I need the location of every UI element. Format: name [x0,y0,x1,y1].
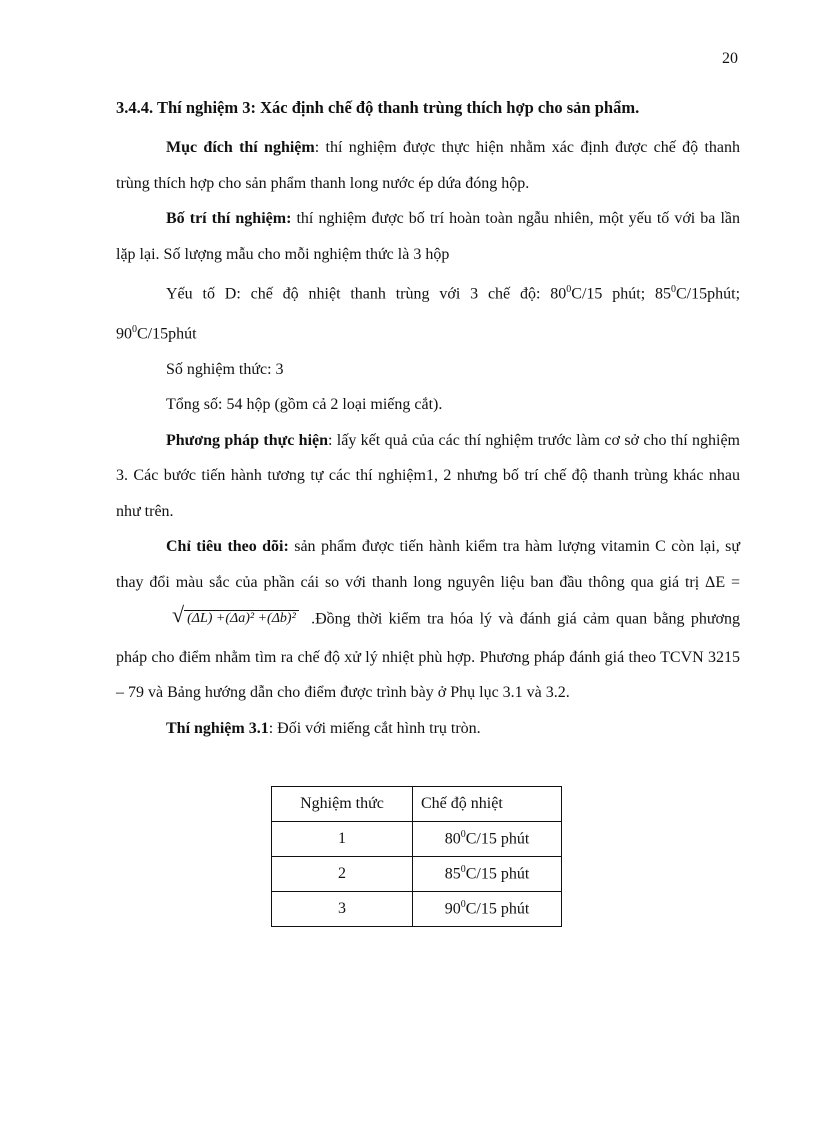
section-heading: 3.4.4. Thí nghiệm 3: Xác định chế độ thanh trùng thích hợp cho sản phẩm. [116,98,640,117]
experiment-3-1-label: Thí nghiệm 3.1 [166,719,269,737]
layout-label: Bố trí thí nghiệm: [166,210,292,227]
method-text: : lấy kết quả của các thí nghiệm trước làm cơ sở cho thí nghiệm 3. Các bước tiến hành tương tự các thí nghiệm1, 2 nhưng bố trí chế độ thanh trùng khác nhau như trên. [116,431,741,520]
table-row [272,857,562,892]
table-header: Chế độ nhiệt [413,787,562,822]
table-row [272,822,562,857]
degree-sup: 0 [671,284,676,295]
temp-rest: C/15 phút [465,830,530,848]
temp-rest: C/15 phút [465,900,530,918]
degree-sup: 0 [132,323,137,335]
delta-e-formula [122,597,299,637]
temp-value: 80 [444,830,461,848]
sqrt-icon: √ [172,602,185,628]
degree-sup: 0 [460,829,466,841]
table-cell-id: 1 [272,822,413,857]
indicators-label: Chỉ tiêu theo dõi: [166,538,289,556]
total-count: Tổng số: 54 hộp (gồm cả 2 loại miếng cắt). [166,396,443,414]
indicators-paragraph [116,529,740,711]
purpose-label: Mục đích thí nghiệm [166,139,315,156]
page-number: 20 [722,50,738,67]
purpose-text: : thí nghiệm được thực hiện nhằm xác định được chế độ thanh trùng thích hợp cho sản phẩm thanh long nước ép dứa đóng hộp. [116,139,740,192]
table-cell-temp [413,822,562,857]
table-cell-id: 2 [272,857,413,892]
treatments-count: Số nghiệm thức: 3 [166,360,284,378]
factor-paragraph [116,272,740,352]
experiment-3-1-text: : Đối với miếng cắt hình trụ tròn. [268,719,481,737]
table-header-row [272,787,562,822]
experiment-3-1 [116,711,740,747]
factor-prefix: Yếu tố D: chế độ nhiệt thanh trùng với 3 chế độ: 80 [166,285,567,303]
indicators-text-after: .Đồng thời kiểm tra hóa lý và đánh giá cảm quan bằng phương pháp cho điểm nhằm tìm ra chế độ xử lý nhiệt phù hợp. Phương pháp đánh giá theo TCVN 3215 – 79 và Bảng hướng dẫn cho điểm được trình bày ở Phụ lục 3.1 và 3.2. [116,610,740,702]
document-body [116,96,740,746]
table-header: Nghiệm thức [272,787,413,822]
treatment-table [271,786,562,927]
table-cell-temp [413,857,562,892]
degree-sup: 0 [460,864,466,876]
factor-b: C/15phút; 90 [116,285,741,343]
method-label: Phương pháp thực hiện [166,431,329,449]
temp-value: 85 [444,865,461,883]
temp-rest: C/15 phút [465,865,530,883]
table-row [272,892,562,927]
method-paragraph [116,423,740,530]
indicators-text-before: sản phẩm được tiến hành kiểm tra hàm lượng vitamin C còn lại, sự thay đổi màu sắc của phần cái so với thanh long nguyên liệu ban đầu thông qua giá trị ΔE = [116,538,741,591]
purpose-paragraph [116,130,740,201]
degree-sup: 0 [566,284,572,295]
degree-sup: 0 [460,899,466,911]
factor-c: C/15phút [137,325,197,343]
formula-radicand: (ΔL) +(Δa)² +(Δb)² [184,610,299,626]
factor-a: C/15 phút; 85 [571,285,671,303]
layout-text: thí nghiệm được bố trí hoàn toàn ngẫu nhiên, một yếu tố với ba lần lặp lại. Số lượng mẫu cho mỗi nghiệm thức là 3 hộp [116,210,741,263]
table-cell-temp [413,892,562,927]
table-cell-id: 3 [272,892,413,927]
layout-paragraph [116,201,740,272]
temp-value: 90 [444,900,461,918]
